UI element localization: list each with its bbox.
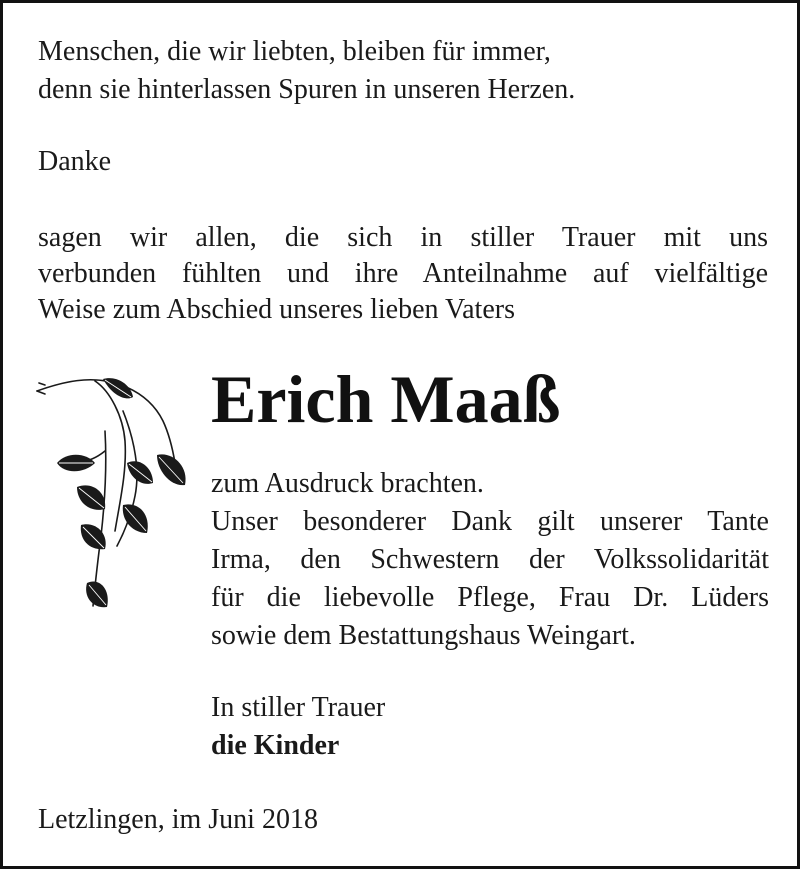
expression-line-1: zum Ausdruck brachten. <box>211 468 484 499</box>
birch-branch-icon <box>35 371 203 621</box>
intro-line-2: denn sie hinterlassen Spuren in unseren Herzen. <box>38 74 576 105</box>
thanks-heading: Danke <box>38 146 112 177</box>
deceased-name: Erich Maaß <box>211 361 561 437</box>
mourning-line: In stiller Trauer <box>211 692 386 723</box>
family-signature: die Kinder <box>211 730 340 761</box>
place-date: Letzlingen, im Juni 2018 <box>38 804 318 835</box>
thanks-line-2: verbunden fühlten und ihre Anteilnahme auf vielfältige <box>38 258 768 289</box>
expression-line-2: Unser besonderer Dank gilt unserer Tante <box>211 506 769 537</box>
thanks-line-1: sagen wir allen, die sich in stiller Trauer mit uns <box>38 222 768 253</box>
thanks-line-3: Weise zum Abschied unseres lieben Vaters <box>38 294 515 325</box>
expression-line-3: Irma, den Schwestern der Volkssolidarität <box>211 544 769 575</box>
expression-line-5: sowie dem Bestattungshaus Weingart. <box>211 620 636 651</box>
expression-line-4: für die liebevolle Pflege, Frau Dr. Lüders <box>211 582 769 613</box>
intro-line-1: Menschen, die wir liebten, bleiben für immer, <box>38 36 551 67</box>
